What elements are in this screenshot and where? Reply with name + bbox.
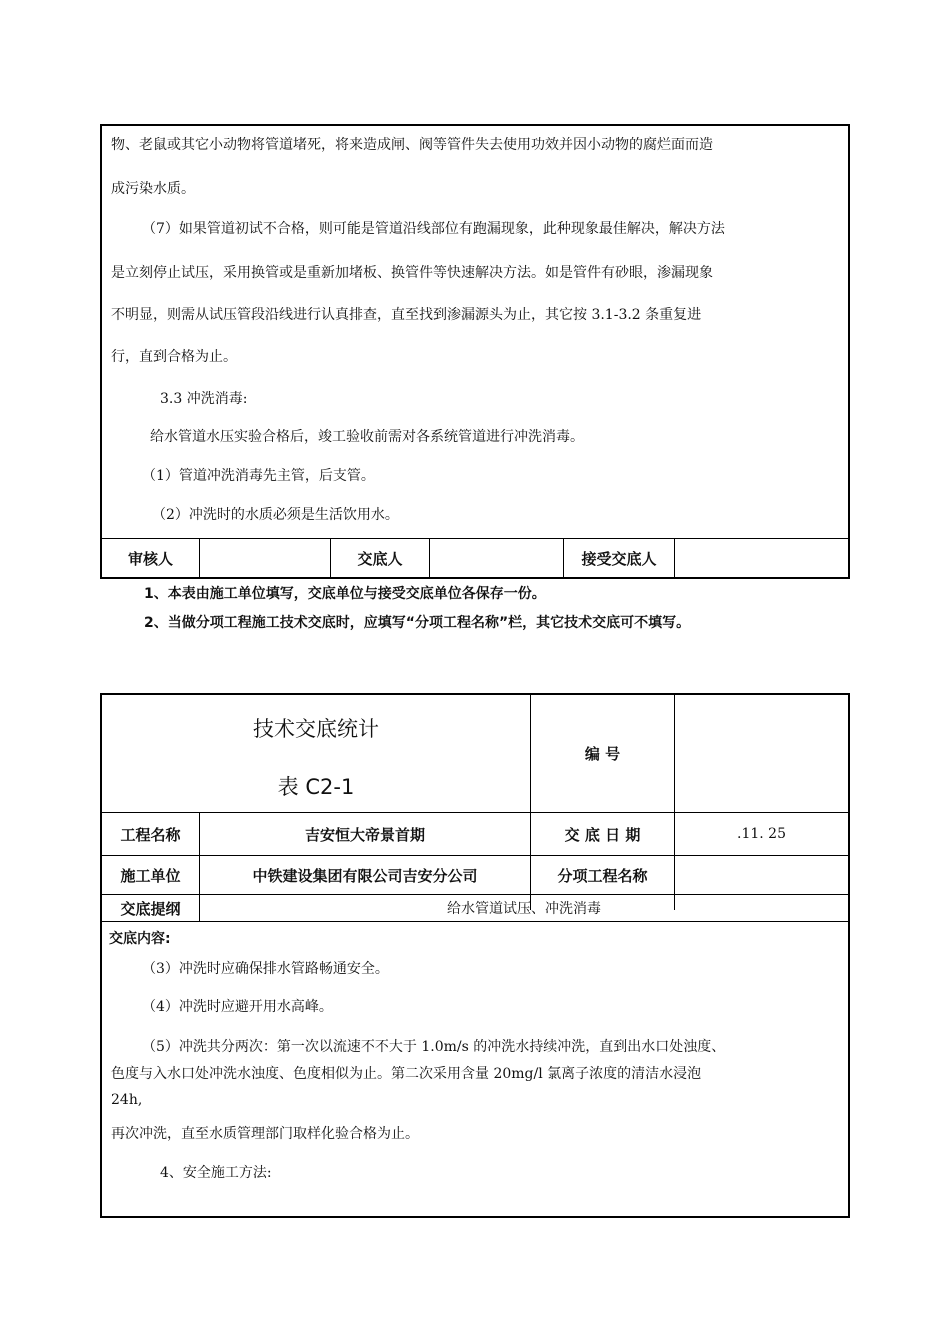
form-code: 表 C2-1	[277, 775, 355, 799]
discloser-field[interactable]	[430, 539, 563, 577]
content-line: （7）如果管道初试不合格，则可能是管道沿线部位有跑漏现象，此种现象最佳解决，解决方法	[142, 221, 725, 237]
content-line: （5）冲洗共分两次：第一次以流速不不大于 1.0m/s 的冲洗水持续冲洗，直到出水口处浊度、	[142, 1039, 726, 1055]
subproject-field[interactable]	[675, 856, 848, 894]
row-divider	[102, 921, 848, 922]
disclosure-form	[100, 693, 850, 1218]
number-field[interactable]	[675, 695, 848, 812]
receiver-field[interactable]	[675, 539, 848, 577]
content-line: 3.3 冲洗消毒:	[160, 391, 248, 407]
content-line: 不明显，则需从试压管段沿线进行认真排查，直至找到渗漏源头为止，其它按 3.1-3.2 条重复进	[111, 307, 702, 323]
content-line: 24h,	[111, 1092, 143, 1108]
reviewer-label: 审核人	[127, 549, 173, 568]
project-name-label: 工程名称	[120, 825, 181, 844]
reviewer-field[interactable]	[200, 539, 330, 577]
content-line: 色度与入水口处冲洗水浊度、色度相似为止。第二次采用含量 20mg/l 氯离子浓度的清洁水浸泡	[111, 1066, 702, 1082]
content-label: 交底内容:	[109, 931, 171, 947]
contractor-value: 中铁建设集团有限公司吉安分公司	[252, 866, 478, 885]
form-title: 技术交底统计	[253, 717, 379, 741]
content-line: 给水管道水压实验合格后，竣工验收前需对各系统管道进行冲洗消毒。	[150, 429, 584, 445]
number-label: 编 号	[584, 745, 621, 763]
footnote-1: 1、本表由施工单位填写，交底单位与接受交底单位各保存一份。	[144, 586, 546, 602]
outline-value: 给水管道试压、冲洗消毒	[447, 901, 601, 917]
content-line: （2）冲洗时的水质必须是生活饮用水。	[152, 507, 399, 523]
outline-label: 交底提纲	[120, 899, 181, 918]
footnote-2: 2、当做分项工程施工技术交底时，应填写“分项工程名称”栏，其它技术交底可不填写。	[144, 615, 691, 631]
content-line: （4）冲洗时应避开用水高峰。	[142, 999, 333, 1015]
date-value: .11. 25	[737, 826, 786, 842]
receiver-label: 接受交底人	[581, 549, 657, 568]
content-line: 再次冲洗，直至水质管理部门取样化验合格为止。	[111, 1126, 419, 1142]
date-label: 交 底 日 期	[564, 825, 641, 844]
content-line: 4、安全施工方法:	[160, 1165, 272, 1181]
content-line: 行，直到合格为止。	[111, 349, 237, 365]
content-line: （1）管道冲洗消毒先主管，后支管。	[142, 468, 375, 484]
project-name-value: 吉安恒大帝景首期	[304, 825, 425, 844]
content-line: （3）冲洗时应确保排水管路畅通安全。	[142, 961, 389, 977]
content-line: 是立刻停止试压，采用换管或是重新加堵板、换管件等快速解决方法。如是管件有砂眼，渗漏现象	[111, 265, 713, 281]
content-line: 成污染水质。	[111, 181, 195, 197]
subproject-label: 分项工程名称	[557, 866, 648, 885]
discloser-label: 交底人	[357, 549, 403, 568]
content-line: 物、老鼠或其它小动物将管道堵死，将来造成闸、阀等管件失去使用功效并因小动物的腐烂面而造	[111, 137, 713, 153]
continuation-table	[100, 124, 850, 579]
contractor-label: 施工单位	[120, 866, 181, 885]
